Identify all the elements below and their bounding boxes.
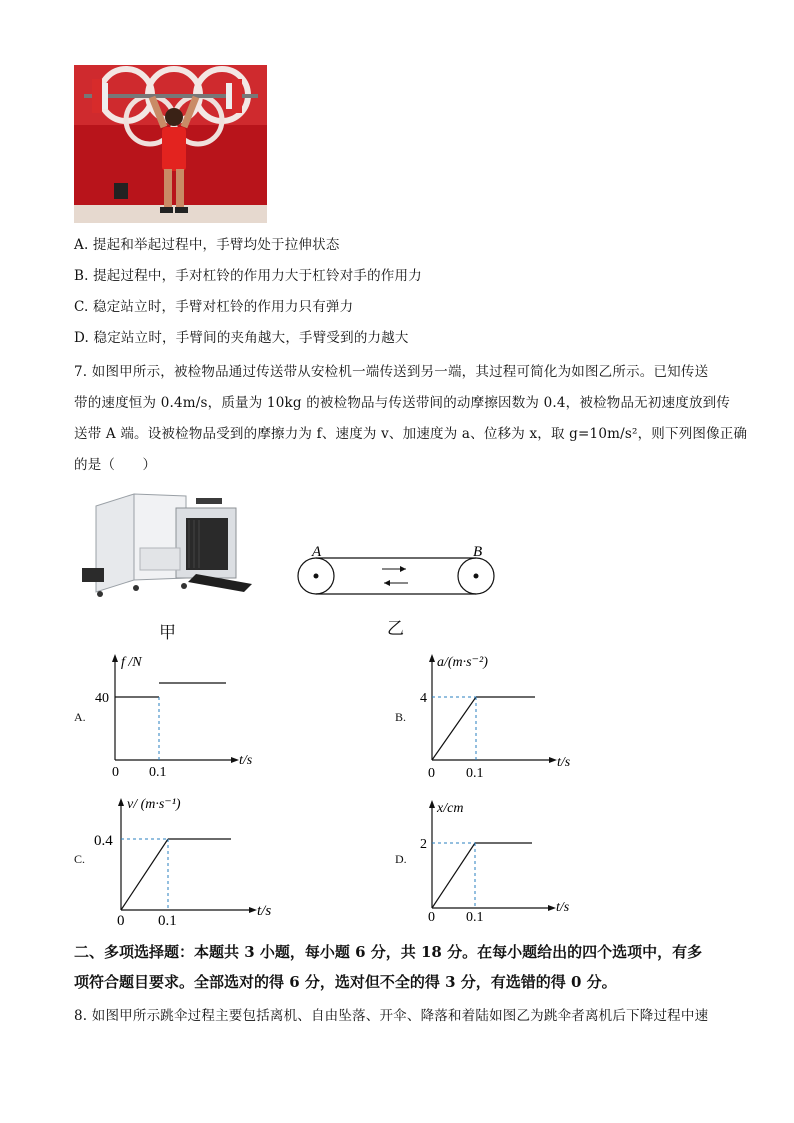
belt-diagram [290,540,502,600]
caption-jia: 甲 [159,623,176,643]
graph-c [93,790,283,930]
graph-a-ytick: 40 [95,691,109,706]
caption-yi: 乙 [387,619,404,639]
graph-b-origin: 0 [428,766,435,781]
graph-b-ytick: 4 [420,691,427,706]
q8-line-1: 8. 如图甲所示跳伞过程主要包括离机、自由坠落、开伞、降落和着陆如图乙为跳伞者离机后下降过程中速 [74,1008,709,1024]
q7-line-2: 带的速度恒为 0.4m/s，质量为 10kg 的被检物品与传送带间的动摩擦因数为 0.4，被检物品无初速度放到传 [74,395,731,411]
graph-b-ylabel: a/(m·s⁻²) [437,655,488,670]
graph-d [415,790,595,930]
belt-label-a: A [312,544,322,560]
option-a: A. 提起和举起过程中，手臂均处于拉伸状态 [74,237,340,253]
option-b: B. 提起过程中，手对杠铃的作用力大于杠铃对手的作用力 [74,268,422,284]
graph-d-ylabel: x/cm [437,801,464,816]
scanner-photo [76,488,257,606]
graph-a-xlabel: t/s [239,753,253,768]
graph-d-ytick: 2 [420,837,427,852]
graph-d-option: D. [395,852,407,866]
graph-b-option: B. [395,710,407,724]
graph-d-xlabel: t/s [556,900,570,915]
graph-c-xtick: 0.1 [158,913,177,929]
q7-line-4: 的是（ ） [74,457,157,473]
option-c: C. 稳定站立时，手臂对杠铃的作用力只有弹力 [74,299,354,315]
graph-a-xtick: 0.1 [149,765,167,780]
graph-a-option: A. [74,710,86,724]
q7-line-3: 送带 A 端。设被检物品受到的摩擦力为 f、速度为 v、加速度为 a、位移为 x，取 g=10m/s²，则下列图像正确 [74,426,748,442]
graph-b-xtick: 0.1 [466,766,484,781]
graph-c-xlabel: t/s [257,903,272,919]
graph-a-ylabel: f /N [121,655,142,670]
weightlifter-photo [74,65,267,223]
graph-b-xlabel: t/s [557,755,571,770]
graph-b [415,648,595,783]
section2-line-2: 项符合题目要求。全部选对的得 6 分，选对但不全的得 3 分，有选错的得 0 分。 [74,973,617,991]
graph-d-xtick: 0.1 [466,910,484,925]
graph-c-ytick: 0.4 [94,833,113,849]
graph-a-origin: 0 [112,765,119,780]
belt-label-b: B [473,544,483,560]
graph-c-origin: 0 [117,913,125,929]
graph-a [95,648,265,783]
section2-line-1: 二、多项选择题：本题共 3 小题，每小题 6 分，共 18 分。在每小题给出的四个选项中，有多 [74,943,703,961]
q7-line-1: 7. 如图甲所示，被检物品通过传送带从安检机一端传送到另一端，其过程可简化为如图乙所示。已知传送 [74,364,709,380]
graph-c-option: C. [74,852,86,866]
graph-c-ylabel: v/ (m·s⁻¹) [127,797,181,812]
graph-d-origin: 0 [428,910,435,925]
option-d: D. 稳定站立时，手臂间的夹角越大，手臂受到的力越大 [74,330,409,346]
